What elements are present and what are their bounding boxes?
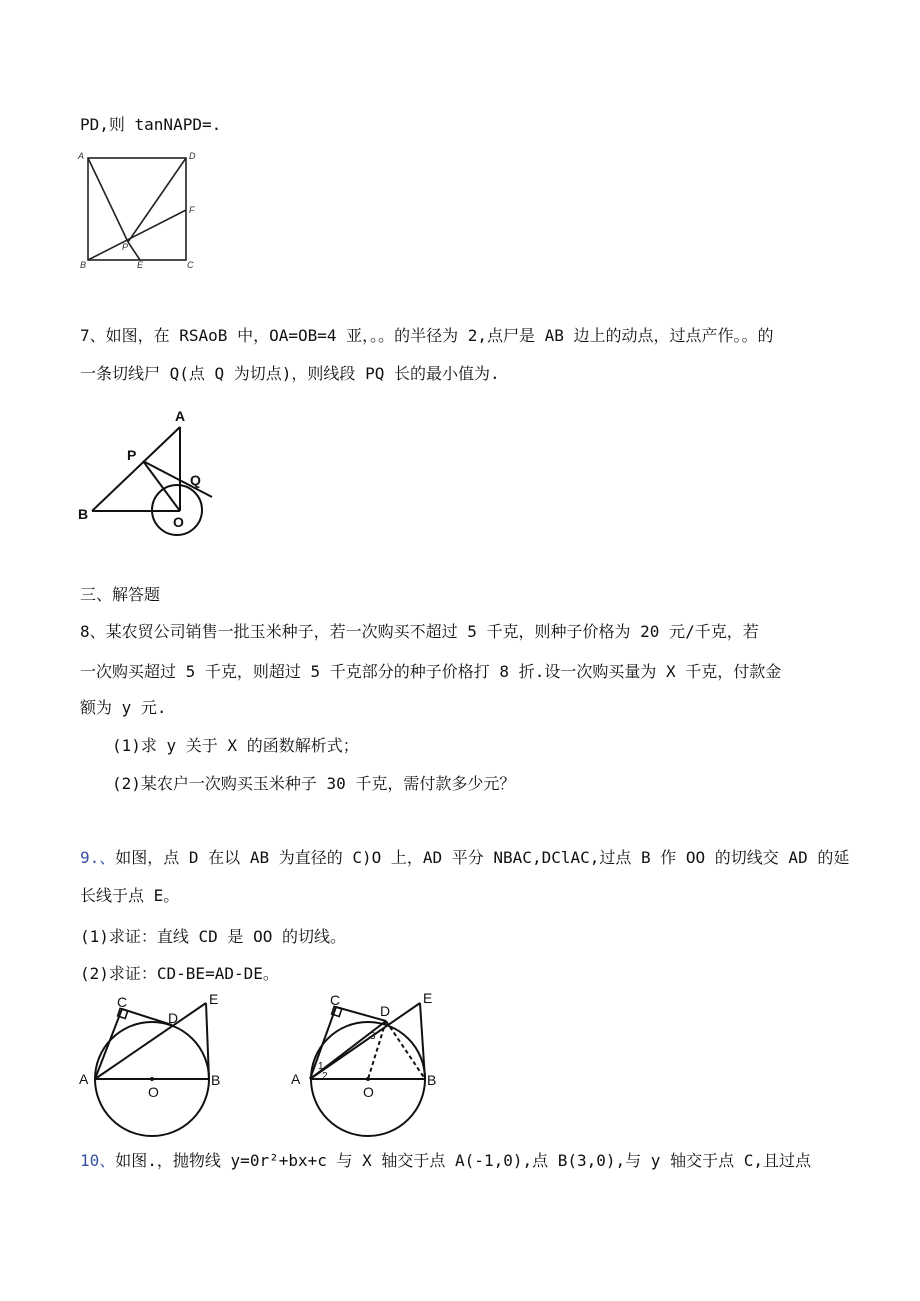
q9f2-label-e: E — [423, 990, 433, 1006]
q9f2-label-b: B — [427, 1072, 437, 1088]
q7-label-b: B — [78, 506, 89, 522]
q9f2-angle-1: 1 — [318, 1061, 324, 1072]
q8-line3: 额为 y 元. — [80, 698, 167, 717]
q9f2-angle-2: 2 — [322, 1071, 328, 1082]
q7-label-a: A — [175, 408, 186, 424]
q9-line2: 长线于点 E。 — [80, 886, 180, 905]
q7-label-q: Q — [190, 472, 201, 488]
q9f2-label-c: C — [330, 992, 341, 1008]
q8-line1: 8、某农贸公司销售一批玉米种子，若一次购买不超过 5 千克，则种子价格为 20 元/千克，若 — [80, 622, 759, 641]
q9f1-label-o: O — [148, 1084, 159, 1100]
q7-figure — [76, 405, 226, 540]
q9f1-label-a: A — [79, 1071, 89, 1087]
q10-line1-text: 如图.，抛物线 y=0r²+bx+c 与 X 轴交于点 A(-1,0),点 B(3,0),与 y 轴交于点 C,且过点 — [115, 1151, 811, 1170]
section-heading: 三、解答题 — [80, 585, 161, 604]
q6-label-e: E — [137, 260, 144, 270]
q9-part1: (1)求证：直线 CD 是 OO 的切线。 — [80, 927, 346, 946]
q6-label-a: A — [78, 151, 85, 161]
q9f2-angle-3: 3 — [370, 1031, 376, 1042]
q7-label-p: P — [127, 447, 137, 463]
q7-line1: 7、如图，在 RSAoB 中，OA=OB=4 亚，。。的半径为 2,点尸是 AB 边上的动点，过点产作。。的 — [80, 326, 774, 345]
q6-figure — [78, 150, 208, 270]
q6-label-f: F — [189, 205, 195, 215]
q8-line2: 一次购买超过 5 千克，则超过 5 千克部分的种子价格打 8 折.设一次购买量为 X 千克，付款金 — [80, 662, 782, 681]
q6-text: PD,则 tanNAPD=. — [80, 115, 222, 134]
q9-part2: (2)求证：CD-BE=AD-DE。 — [80, 964, 279, 983]
q9-figure-2 — [288, 990, 448, 1135]
q6-label-p: P — [122, 242, 129, 252]
q7-label-o: O — [173, 514, 184, 530]
q9f2-label-d: D — [380, 1003, 391, 1019]
q9f2-label-o: O — [363, 1084, 374, 1100]
q9-line1 — [80, 848, 849, 868]
q8-part1: (1)求 y 关于 X 的函数解析式； — [112, 736, 359, 755]
q10-number: 10、 — [80, 1151, 116, 1170]
q10-line1 — [80, 1151, 811, 1171]
q6-label-b: B — [80, 260, 87, 270]
q8-part2: (2)某农户一次购买玉米种子 30 千克，需付款多少元？ — [112, 774, 516, 793]
q9f1-label-d: D — [168, 1010, 179, 1026]
q9-number: 9.、 — [80, 848, 116, 867]
q9f1-label-b: B — [211, 1072, 221, 1088]
q9-figure-1 — [76, 991, 236, 1135]
q6-label-d: D — [189, 151, 196, 161]
q7-line2: 一条切线尸 Q(点 Q 为切点)，则线段 PQ 长的最小值为. — [80, 364, 500, 383]
q9f2-label-a: A — [291, 1071, 301, 1087]
q6-label-c: C — [187, 260, 194, 270]
q9f1-label-e: E — [209, 991, 219, 1007]
q9f1-label-c: C — [117, 994, 128, 1010]
q9-line1-text: 如图，点 D 在以 AB 为直径的 C)O 上，AD 平分 NBAC,DClAC,过点 B 作 OO 的切线交 AD 的延 — [115, 848, 850, 867]
